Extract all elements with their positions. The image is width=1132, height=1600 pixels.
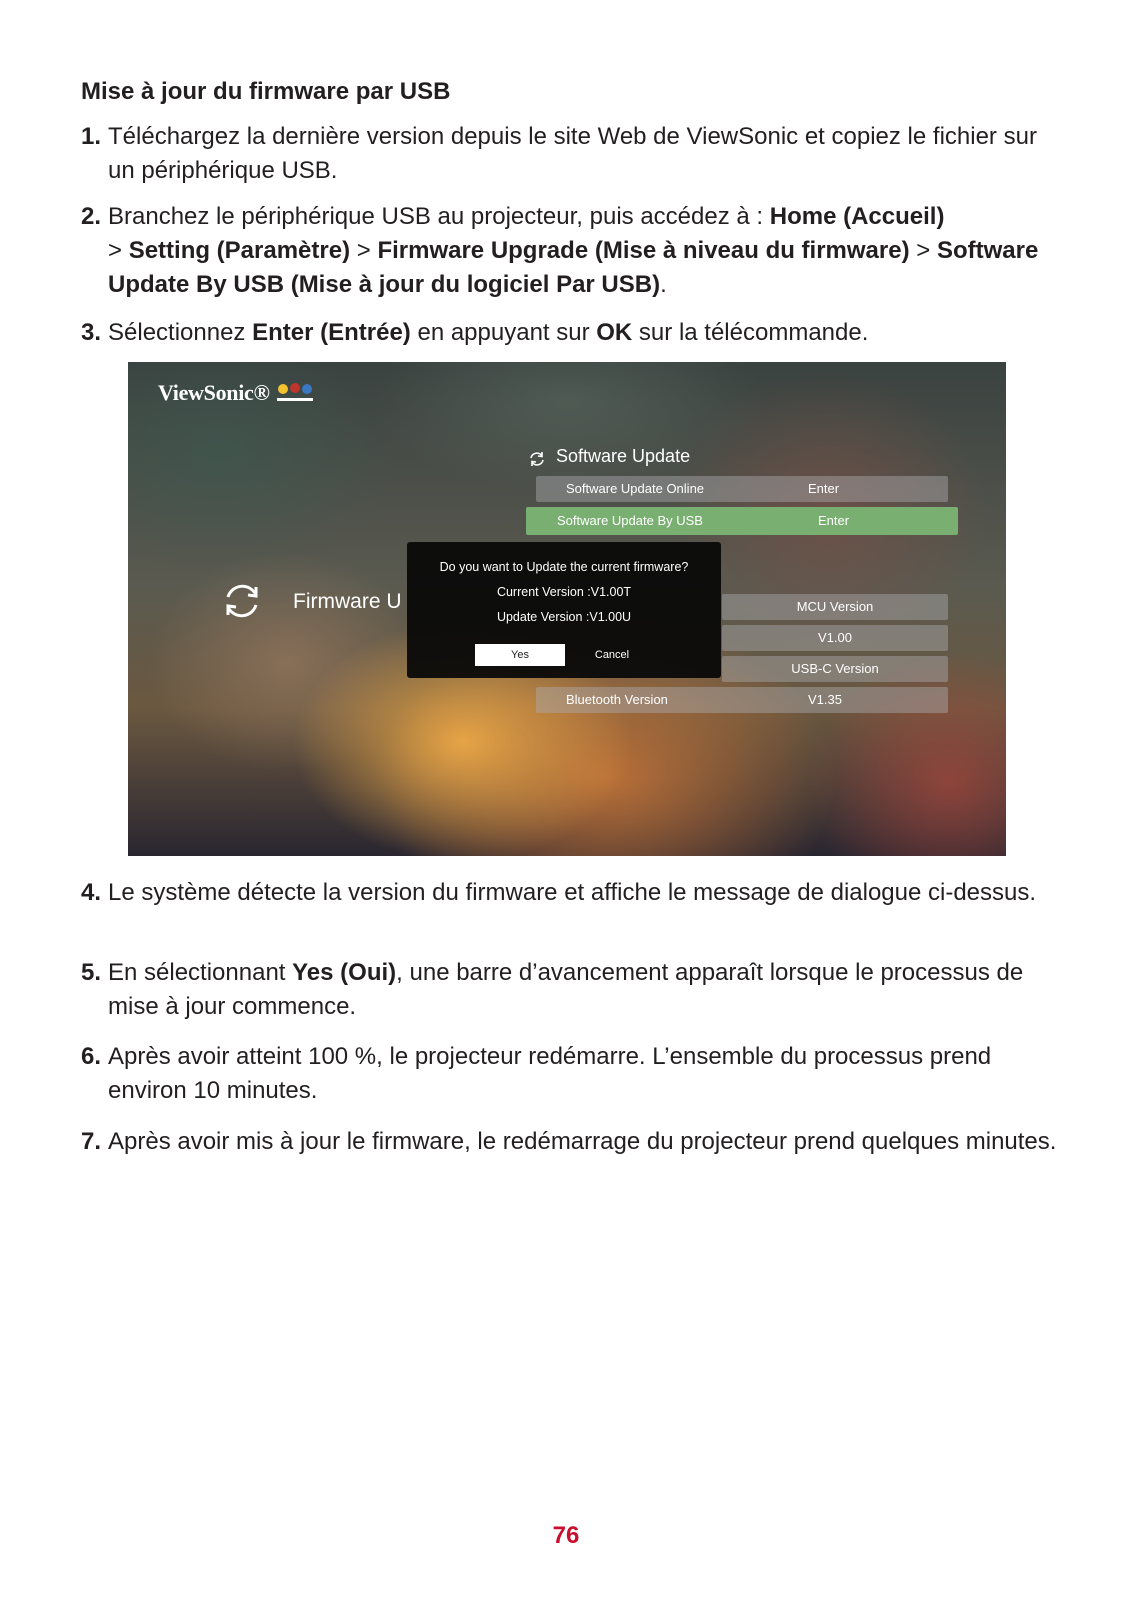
software-update-title xyxy=(528,446,690,467)
row-value: USB-C Version xyxy=(791,661,879,676)
refresh-icon xyxy=(218,577,266,625)
row-value: Enter xyxy=(818,513,850,528)
step-text: Sélectionnez xyxy=(108,319,253,346)
step-7 xyxy=(81,1125,1061,1159)
step-number: 1. xyxy=(81,123,102,150)
step-text: sur la télécommande. xyxy=(632,319,869,346)
enter-term: Enter (Entrée) xyxy=(252,319,411,346)
step-1 xyxy=(81,120,1061,188)
path-separator: > xyxy=(108,237,129,264)
current-version: Current Version :V1.00T xyxy=(496,585,632,599)
yes-term: Yes (Oui) xyxy=(292,959,397,986)
step-text: Téléchargez la dernière version depuis le site Web de ViewSonic et copiez le fichier sur un périphérique USB. xyxy=(108,123,1037,184)
software-update-title-text: Software Update xyxy=(556,446,691,466)
menu-path-home: Home (Accueil) xyxy=(769,203,945,230)
step-number: 7. xyxy=(81,1128,102,1155)
menu-path-software-update-usb: Software Update By USB (Mise à jour du logiciel Par USB) xyxy=(108,237,1039,298)
menu-row-usb-c-version[interactable] xyxy=(722,656,948,682)
row-value: MCU Version xyxy=(796,599,874,614)
path-separator: > xyxy=(909,237,937,264)
update-confirm-dialog xyxy=(407,542,721,678)
section-heading: Mise à jour du firmware par USB xyxy=(81,78,451,105)
row-label: Software Update By USB xyxy=(557,513,703,528)
page-number: 76 xyxy=(552,1522,580,1549)
step-text-end: . xyxy=(660,271,667,298)
viewsonic-logo: ViewSonic® xyxy=(158,380,270,405)
update-version: Update Version :V1.00U xyxy=(496,610,632,624)
step-5 xyxy=(81,956,1061,1024)
cancel-button[interactable]: Cancel xyxy=(567,644,657,666)
projector-screenshot xyxy=(128,362,1006,856)
step-number: 2. xyxy=(81,203,102,230)
step-number: 4. xyxy=(81,879,102,906)
menu-path-firmware-upgrade: Firmware Upgrade (Mise à niveau du firmware) xyxy=(377,237,910,264)
row-value: V1.00 xyxy=(818,630,852,645)
yes-button[interactable]: Yes xyxy=(475,644,565,666)
step-4 xyxy=(81,876,1061,910)
menu-row-mcu-value[interactable] xyxy=(722,625,948,651)
step-text: , une barre d’avancement apparaît lorsque le processus de mise à jour commence. xyxy=(108,959,1024,1020)
dialog-question: Do you want to Update the current firmware? xyxy=(439,560,689,574)
step-number: 6. xyxy=(81,1043,102,1070)
viewsonic-birds-icon xyxy=(275,380,315,404)
menu-row-software-update-online[interactable] xyxy=(536,476,948,502)
step-text: Le système détecte la version du firmware et affiche le message de dialogue ci-dessus. xyxy=(108,879,1037,906)
step-6 xyxy=(81,1040,1061,1108)
row-value: V1.35 xyxy=(808,692,842,707)
step-2 xyxy=(81,200,1061,302)
step-text: en appuyant sur xyxy=(410,319,597,346)
step-text: Après avoir mis à jour le firmware, le redémarrage du projecteur prend quelques minutes. xyxy=(108,1128,1057,1155)
step-text: Après avoir atteint 100 %, le projecteur redémarre. L’ensemble du processus prend environ 10 minutes. xyxy=(108,1043,992,1104)
menu-row-mcu-version[interactable] xyxy=(722,594,948,620)
step-3 xyxy=(81,316,1061,350)
step-number: 5. xyxy=(81,959,102,986)
row-label: Software Update Online xyxy=(566,481,705,496)
row-value: Enter xyxy=(808,481,840,496)
menu-row-software-update-by-usb[interactable] xyxy=(526,507,958,535)
step-number: 3. xyxy=(81,319,102,346)
firmware-upgrade-label: Firmware U xyxy=(293,590,402,613)
ok-term: OK xyxy=(596,319,633,346)
step-text: Branchez le périphérique USB au projecteur, puis accédez à : xyxy=(108,203,770,230)
path-separator: > xyxy=(350,237,378,264)
menu-row-bluetooth-version[interactable] xyxy=(536,687,948,713)
menu-path-setting: Setting (Paramètre) xyxy=(128,237,351,264)
row-label: Bluetooth Version xyxy=(566,692,668,707)
step-text: En sélectionnant xyxy=(108,959,293,986)
